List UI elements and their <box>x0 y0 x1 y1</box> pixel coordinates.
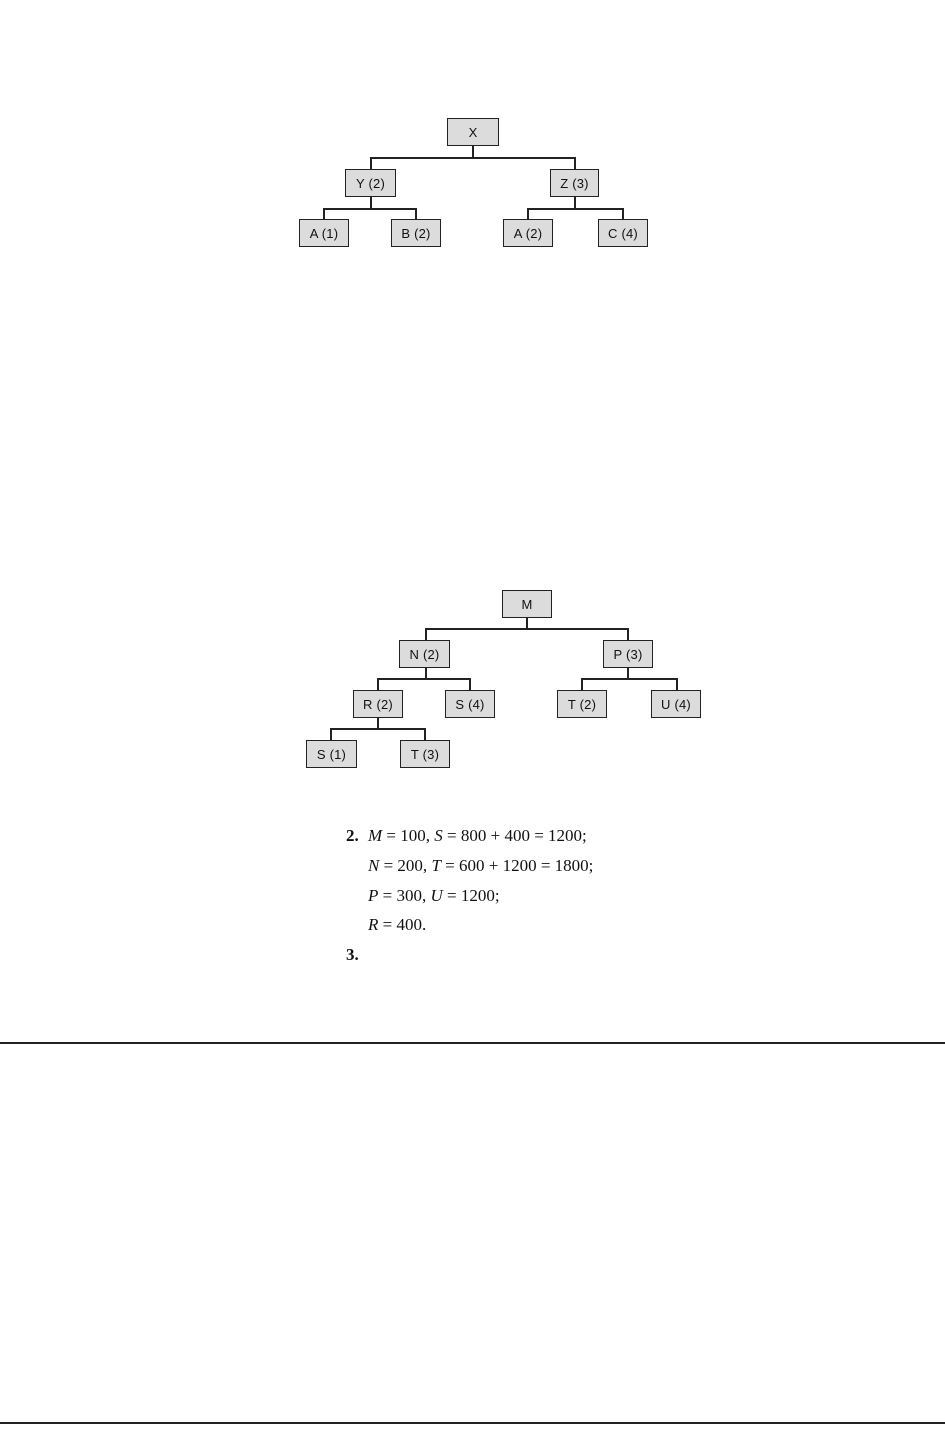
connector <box>469 678 471 690</box>
connector <box>425 628 427 640</box>
node-n: N (2) <box>399 640 450 668</box>
node-z: Z (3) <box>550 169 599 197</box>
connector <box>676 678 678 690</box>
connector <box>370 157 575 159</box>
connector <box>424 728 426 740</box>
connector <box>330 728 425 730</box>
node-r: R (2) <box>353 690 403 718</box>
page-bottom-rule <box>0 1422 945 1424</box>
answer-line: R = 400. <box>368 915 427 934</box>
answer-line: N = 200, T = 600 + 1200 = 1800; <box>368 856 594 875</box>
node-root-m: M <box>502 590 552 618</box>
node-b2: B (2) <box>391 219 441 247</box>
connector <box>527 208 623 210</box>
node-t2: T (2) <box>557 690 607 718</box>
connector <box>581 678 677 680</box>
connector <box>377 678 470 680</box>
item-number: 3. <box>346 945 359 964</box>
connector <box>581 678 583 690</box>
node-a1: A (1) <box>299 219 349 247</box>
section-divider <box>0 1042 945 1044</box>
node-a2: A (2) <box>503 219 553 247</box>
node-p: P (3) <box>603 640 653 668</box>
node-s1: S (1) <box>306 740 357 768</box>
connector <box>425 628 628 630</box>
answer-line: P = 300, U = 1200; <box>368 886 500 905</box>
connector <box>627 628 629 640</box>
connector <box>330 728 332 740</box>
connector <box>323 208 416 210</box>
node-root-x: X <box>447 118 499 146</box>
node-t3: T (3) <box>400 740 450 768</box>
node-c4: C (4) <box>598 219 648 247</box>
node-u4: U (4) <box>651 690 701 718</box>
node-y: Y (2) <box>345 169 396 197</box>
answer-line: M = 100, S = 800 + 400 = 1200; <box>368 826 587 845</box>
connector <box>377 678 379 690</box>
item-number: 2. <box>346 826 359 845</box>
node-s4: S (4) <box>445 690 495 718</box>
